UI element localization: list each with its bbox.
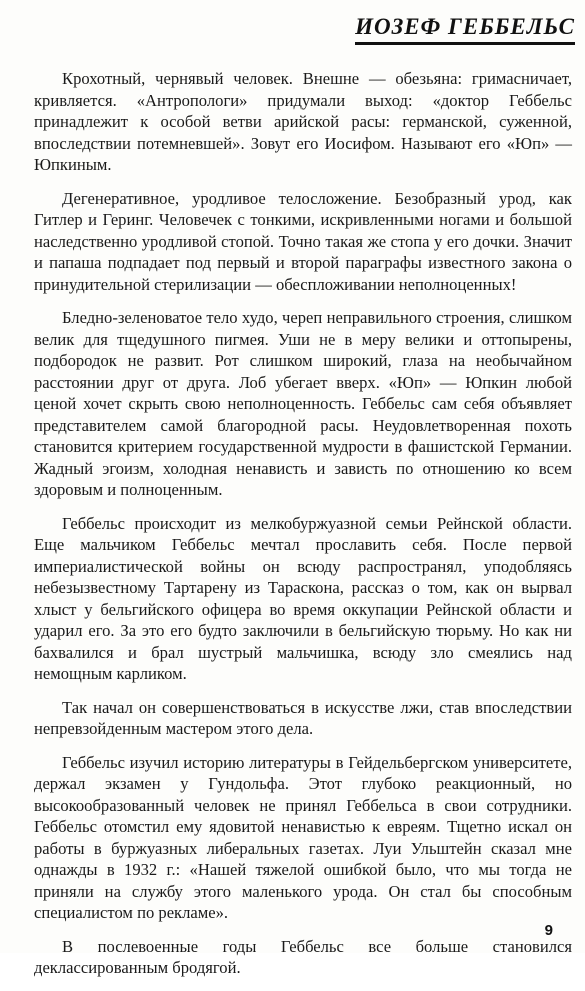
paragraph: Дегенеративное, уродливое телосложение. Безобразный урод, как Гитлер и Геринг. Человечек с тонкими, искривленными ногами и большой наследственно уродливой стопой. Точно такая же стопа у его дочки. Значит и папаша подпадает под первый и второй параграфы известного закона о принудительной стерилизации — обеспложивании неполноценных! (34, 188, 572, 294)
paragraph: Крохотный, чернявый человек. Внешне — обезьяна: гримасничает, кривляется. «Антропологи» придумали выход: «доктор Геббельс принадлежит к особой ветви арийской расы: германской, суженной, впоследствии потемневшей». Зовут его Иосифом. Называют его «Юп» — Юпкиным. (34, 69, 572, 174)
paragraph: Так начал он совершенствоваться в искусстве лжи, став впоследствии непревзойденным мастером этого дела. (34, 697, 572, 738)
paragraph: Геббельс изучил историю литературы в Гейдельбергском университете, держал экзамен у Гундольфа. Этот глубоко реакционный, но высокообразованный человек не принял Геббельса в свои сотрудники. Геббельс отомстил ему ядовитой ненавистью к евреям. Тщетно искал он работы в буржуазных либеральных газетах. Луи Ульштейн сказал мне однажды в 1932 г.: «Нашей тяжелой ошибкой было, что мы тогда не приняли на службу этого маленького урода. Он стал бы способным специалистом по рекламе». (34, 752, 572, 922)
page-number: 9 (544, 922, 553, 939)
paragraph: В послевоенные годы Геббельс все больше становился деклассированным бродягой. (34, 936, 572, 977)
paragraph: Бледно-зеленоватое тело худо, череп неправильного строения, слишком велик для тщедушного пигмея. Уши не в меру велики и оттопырены, подбородок не развит. Рот слишком широкий, глаза на необычайном расстоянии друг от друга. Лоб убегает вверх. «Юп» — Юпкин любой ценой хочет скрыть свою неполноценность. Геббельс сам себя объявляет представителем самой благородной расы. Неудовлетворенная похоть становится критерием государственной мудрости в фашистской Германии. Жадный эгоизм, холодная ненависть и зависть по отношению ко всем здоровым и полноценным. (34, 308, 572, 499)
paragraph: Геббельс происходит из мелкобуржуазной семьи Рейнской области. Еще мальчиком Геббельс мечтал прославить себя. После первой империалистической войны он всюду распространял, уподобляясь небезызвестному Тартарену из Тараскона, рассказ о том, как он вырвал хлыст у бельгийского офицера во время оккупации Рейнской области и ударил его. За это его будто заключили в бельгийскую тюрьму. Но как ни бахвалился и брал шустрый мальчишка, всюду зло смеялись над немощным карликом. (34, 513, 572, 683)
running-header (0, 14, 575, 45)
header-title: ИОЗЕФ ГЕББЕЛЬС (355, 14, 575, 45)
body-text (34, 68, 572, 991)
